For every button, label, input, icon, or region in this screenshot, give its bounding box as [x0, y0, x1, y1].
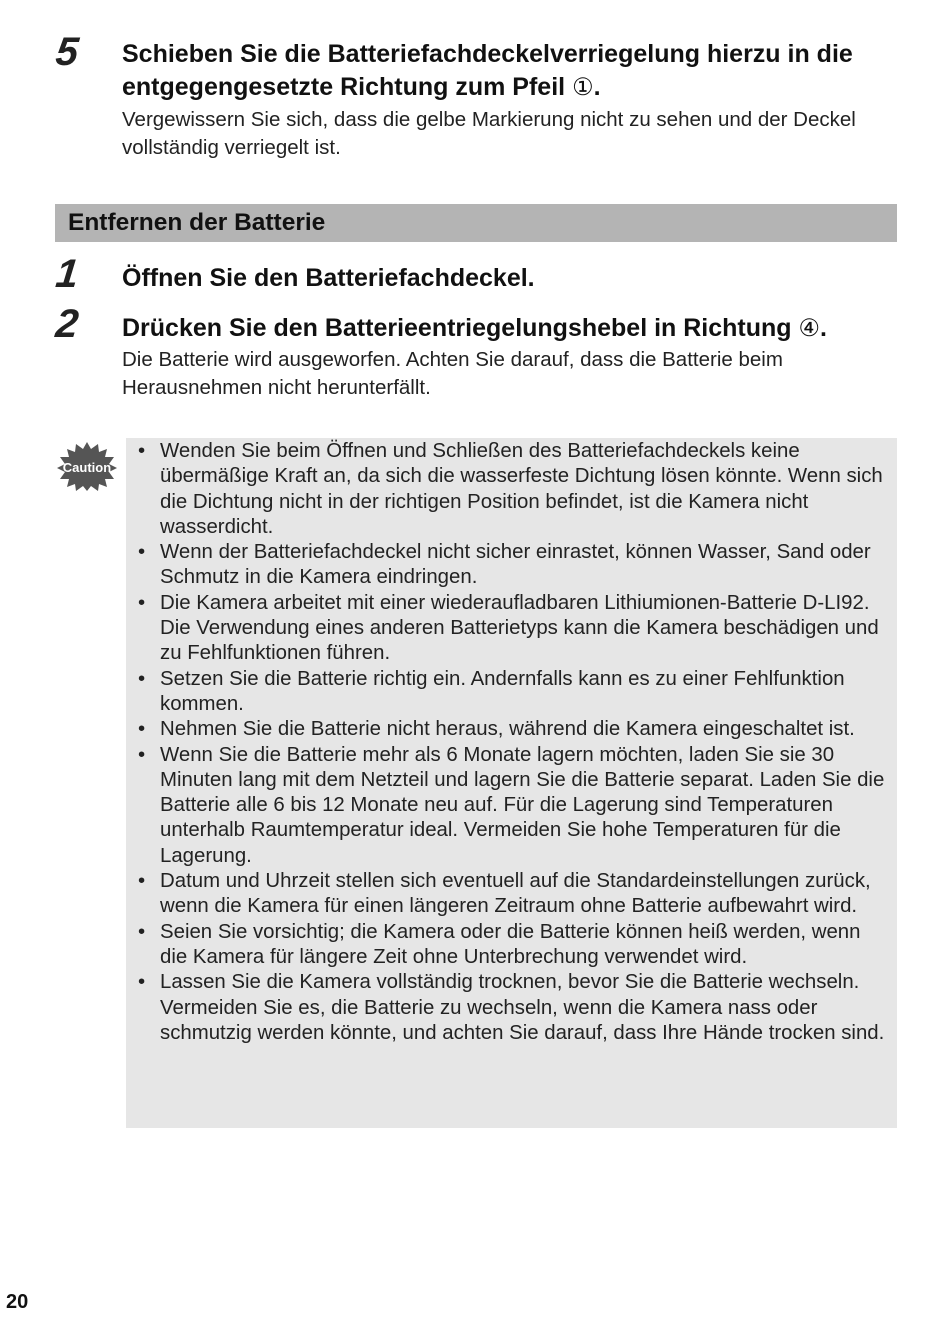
bullet: • [138, 440, 146, 462]
step-number: 5 [53, 30, 81, 74]
bullet: • [138, 971, 146, 994]
list-item-text: Die Kamera arbeitet mit einer wiederaufladbaren Lithiumionen-Batterie D-LI92. Die Verwendung eines anderen Batterietyps kann die Kamera beschädigen und zu Fehlfunktionen führen. [160, 591, 879, 665]
list-item [138, 591, 888, 667]
list-item [138, 970, 888, 1046]
list-item-text: Lassen Sie die Kamera vollständig trocknen, bevor Sie die Batterie wechseln. Vermeiden Sie es, die Batterie zu wechseln, wenn die Kamera nass oder schmutzig werden könnte, und achten Sie darauf, dass Ihre Hände trocken sind. [160, 971, 885, 1044]
list-item [138, 439, 888, 540]
step-heading [122, 38, 912, 104]
step-heading [122, 312, 912, 345]
step-body: Vergewissern Sie sich, dass die gelbe Markierung nicht zu sehen und der Deckel vollständig verriegelt ist. [122, 108, 856, 159]
step-heading-end: . [593, 73, 601, 101]
list-item [138, 667, 888, 718]
bullet: • [138, 667, 146, 690]
list-item-text: Seien Sie vorsichtig; die Kamera oder die Batterie können heiß werden, wenn die Kamera für längere Zeit ohne Unterbrechung verwendet wird. [160, 920, 861, 968]
step-number: 2 [53, 302, 81, 346]
bullet: • [138, 870, 146, 893]
list-item [138, 743, 888, 869]
list-item [138, 920, 888, 971]
list-item [138, 540, 888, 591]
list-item-text: Setzen Sie die Batterie richtig ein. Andernfalls kann es zu einer Fehlfunktion kommen. [160, 667, 845, 715]
list-item-text: Nehmen Sie die Batterie nicht heraus, während die Kamera eingeschaltet ist. [160, 718, 855, 741]
step-heading: Öffnen Sie den Batteriefachdeckel. [122, 264, 535, 292]
step-heading-text: Schieben Sie die Batteriefachdeckelverriegelung hierzu in die entgegengesetzte Richtung zum Pfeil [122, 40, 853, 101]
step-number: 1 [53, 252, 81, 296]
list-item-text: Datum und Uhrzeit stellen sich eventuell auf die Standardeinstellungen zurück, wenn die Kamera für einen längeren Zeitraum ohne Batterie aufbewahrt wird. [160, 870, 871, 918]
list-item [138, 869, 888, 920]
list-item [138, 717, 888, 742]
caution-box [126, 438, 897, 1128]
bullet: • [138, 718, 146, 741]
bullet: • [138, 541, 146, 564]
step-heading-text: Drücken Sie den Batterieentriegelungshebel in Richtung [122, 314, 792, 342]
caution-badge-icon [56, 441, 118, 491]
step-heading-end: . [820, 314, 827, 342]
caution-icon-label: Caution [62, 460, 112, 475]
bullet: • [138, 920, 146, 943]
bullet: • [138, 743, 146, 766]
caution-list [138, 439, 888, 1046]
arrow-marker-1: ① [572, 74, 594, 101]
list-item-text: Wenn der Batteriefachdeckel nicht sicher einrastet, können Wasser, Sand oder Schmutz in die Kamera eindringen. [160, 541, 871, 589]
arrow-marker-4: ④ [798, 315, 821, 342]
section-title: Entfernen der Batterie [68, 209, 326, 236]
step-body: Die Batterie wird ausgeworfen. Achten Sie darauf, dass die Batterie beim Herausnehmen nicht herunterfällt. [122, 348, 783, 399]
section-header [55, 204, 897, 242]
list-item-text: Wenden Sie beim Öffnen und Schließen des Batteriefachdeckels keine übermäßige Kraft an, da sich die wasserfeste Dichtung lösen könnte. Wenn sich die Dichtung nicht in der richtigen Position befindet, ist die Kamera nicht wasserdicht. [160, 440, 883, 538]
bullet: • [138, 591, 146, 614]
list-item-text: Wenn Sie die Batterie mehr als 6 Monate lagern möchten, laden Sie sie 30 Minuten lang mit dem Netzteil und lagern Sie die Batterie separat. Laden Sie die Batterie alle 6 bis 12 Monate neu auf. Für die Lagerung sind Temperaturen unterhalb Raumtemperatur ideal. Vermeiden Sie hohe Temperaturen für die Lagerung. [160, 743, 885, 867]
page-number: 20 [6, 1291, 29, 1313]
